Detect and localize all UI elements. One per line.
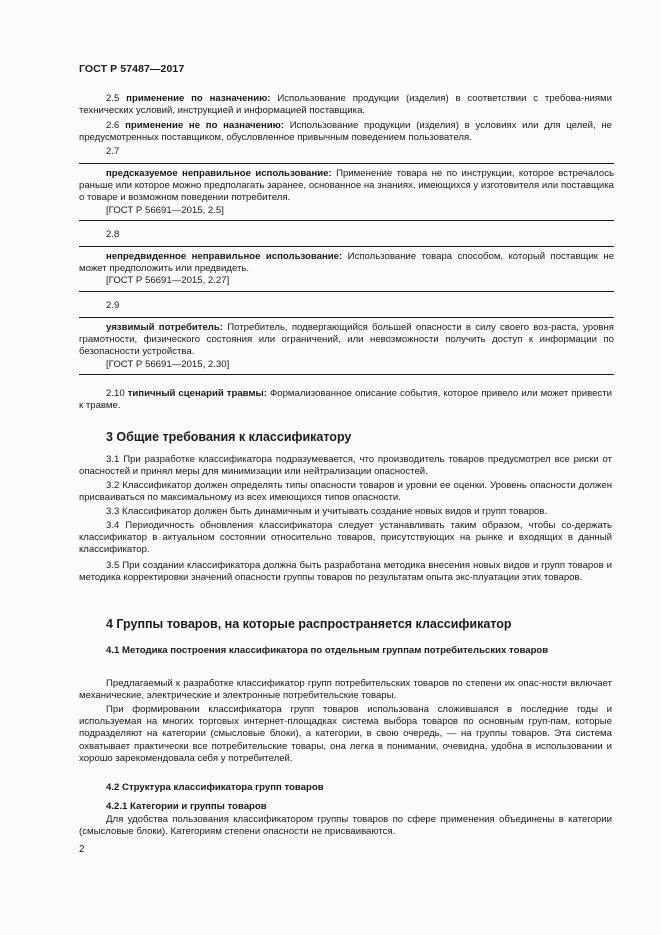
term-2-10 [79, 388, 612, 412]
subsection-title: Структура классификатора групп товаров [122, 782, 324, 793]
term-name: типичный сценарий травмы: [127, 388, 267, 399]
term-number-2-7: 2.7 [106, 146, 120, 157]
section-4-heading: 4 Группы товаров, на которые распространяется классификатор [106, 617, 512, 631]
term-number: 2.6 [106, 120, 120, 131]
paragraph-4-1-a: Предлагаемый к разработке классификатор групп потребительских товаров по степени их опас-ности включает механические, электрические и электронные потребительские товары. [79, 678, 612, 702]
term-box-2-8 [79, 246, 614, 292]
subsection-number: 4.2.1 [106, 801, 128, 812]
paragraph-4-1-b: При формировании классификатора групп товаров использована сложившаяся в последние годы и используемая на многих торговых интернет-площадках система выбора товаров по основным груп-пам, которые подразделяют на категории (смысловые блоки), а категории, в свою очередь, — на группы товаров. Эта система охватывает практически все потребительские товары, она легка в понимании, очевидна, удобна в использовании и хорошо зарекомендовала себя у потребителей. [79, 704, 612, 764]
subsection-4-1-heading [79, 645, 612, 657]
term-definition: Формализованное описание события, которое привело или может привести к травме. [79, 388, 612, 412]
term-number: 2.5 [106, 93, 120, 104]
term-definition: Использование продукции (изделия) в условиях или для целей, не предусмотренных поставщиком, обусловленное привычным поведением пользователя. [79, 120, 612, 144]
term-2-5 [79, 93, 612, 117]
paragraph-4-2-1: Для удобства пользования классификатором группы товаров по сфере применения объединены в категории (смысловые блоки). Категориям степени опасности не присваиваются. [79, 814, 612, 838]
term-definition: Применение товара не по инструкции, которое встречалось раньше или которое можно предполагать заранее, основанное на знаниях, имеющихся у изготовителя или поставщика о товаре и возможном поведении потребителя. [79, 168, 615, 204]
term-2-6 [79, 120, 612, 144]
page-number: 2 [79, 844, 85, 855]
term-name: непредвиденное неправильное использование: [106, 251, 343, 262]
standard-code-header: ГОСТ Р 57487—2017 [79, 63, 185, 75]
clause-3-1: 3.1 При разработке классификатора подразумевается, что производитель товаров предусмотрел все риски от опасностей и принял меры для минимизации или нейтрализации опасностей. [79, 454, 612, 478]
section-3-heading: 3 Общие требования к классификатору [106, 430, 352, 444]
clause-3-3: 3.3 Классификатор должен быть динамичным и учитывать создание новых видов и групп товаров. [106, 506, 548, 517]
term-definition: Использование продукции (изделия) в соответствии с требова-ниями технических условий, инструкцией и информацией поставщика. [79, 93, 612, 117]
clause-3-5: 3.5 При создании классификатора должна быть разработана методика внесения новых видов и групп товаров и методика корректировки значений опасности группы товаров по результатам опыта экс-плуатации этих товаров. [79, 560, 612, 584]
term-source: [ГОСТ Р 56691—2015, 2.27] [106, 275, 230, 287]
term-source: [ГОСТ Р 56691—2015, 2.5] [106, 204, 224, 216]
term-name: уязвимый потребитель: [106, 322, 223, 333]
term-number-2-9: 2.9 [106, 300, 120, 311]
clause-3-2: 3.2 Классификатор должен определять типы опасности товаров и уровни ее оценки. Уровень опасности должен присваиваться по максимальному из всех имеющихся типов опасности. [79, 480, 612, 504]
term-box-2-9 [79, 317, 614, 375]
subsection-number: 4.2 [106, 782, 120, 793]
subsection-4-2-1-heading [106, 801, 612, 813]
subsection-title: Категории и группы товаров [130, 801, 267, 812]
term-box-2-7 [79, 163, 614, 221]
term-definition: Использование товара способом, который поставщик не может предположить или предвидеть. [79, 251, 614, 275]
term-number: 2.10 [106, 388, 125, 399]
subsection-4-2-heading [106, 782, 612, 794]
subsection-title: Методика построения классификатора по отдельным группам потребительских товаров [122, 645, 549, 656]
term-name: предсказуемое неправильное использование: [106, 168, 332, 179]
term-number-2-8: 2.8 [106, 229, 120, 240]
subsection-number: 4.1 [106, 645, 120, 656]
term-name: применение по назначению: [126, 93, 271, 104]
term-source: [ГОСТ Р 56691—2015, 2.30] [106, 358, 230, 370]
clause-3-4: 3.4 Периодичность обновления классификатора следует устанавливать таким образом, чтобы со-держать классификатор в актуальном состоянии относительно товаров, присутствующих на рынке и входящих в данный классификатор. [79, 520, 612, 556]
term-name: применение не по назначению: [125, 120, 285, 131]
term-definition: Потребитель, подвергающийся большей опасности в силу своего воз-раста, уровня грамотности, физического состояния или ограничений, или невозможности получить доступ к информации по безопасности устройства. [79, 322, 614, 358]
